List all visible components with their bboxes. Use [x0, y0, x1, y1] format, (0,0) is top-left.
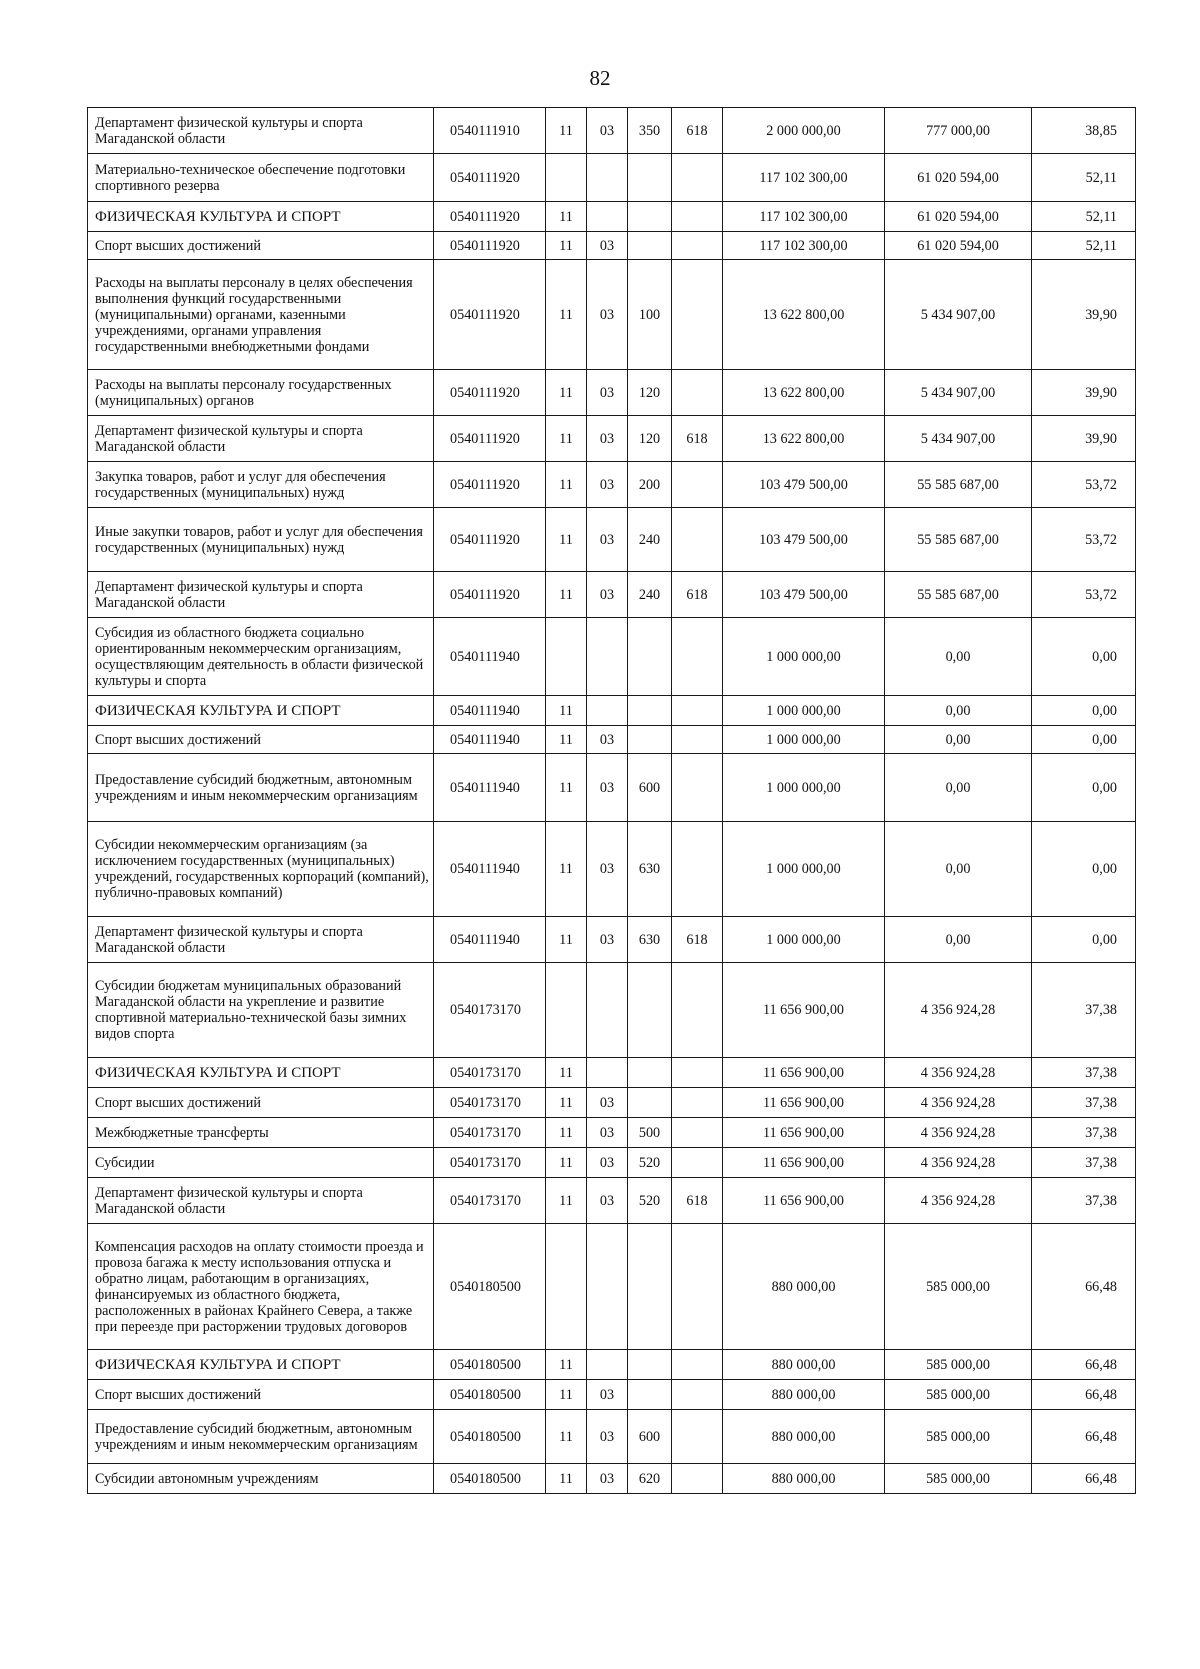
section-code-cell: 11 — [546, 1464, 587, 1494]
subsection-code-cell — [587, 1350, 628, 1380]
planned-amount-cell: 11 656 900,00 — [723, 1178, 885, 1224]
target-article-code-cell: 0540111920 — [434, 416, 546, 462]
section-code-cell: 11 — [546, 1410, 587, 1464]
table-row — [88, 416, 1136, 462]
expense-type-code-cell: 600 — [628, 754, 672, 822]
expense-type-code-cell: 200 — [628, 462, 672, 508]
administrator-code-cell — [672, 370, 723, 416]
section-code-cell: 11 — [546, 1178, 587, 1224]
section-code-cell: 11 — [546, 696, 587, 726]
actual-amount-cell: 5 434 907,00 — [885, 260, 1032, 370]
section-code-cell: 11 — [546, 917, 587, 963]
actual-amount-cell: 0,00 — [885, 696, 1032, 726]
expense-type-code-cell: 100 — [628, 260, 672, 370]
row-name-cell: ФИЗИЧЕСКАЯ КУЛЬТУРА И СПОРТ — [88, 1058, 434, 1088]
planned-amount-cell: 103 479 500,00 — [723, 462, 885, 508]
execution-percent-cell: 53,72 — [1032, 462, 1136, 508]
administrator-code-cell: 618 — [672, 1178, 723, 1224]
expense-type-code-cell: 240 — [628, 572, 672, 618]
row-name-cell: Межбюджетные трансферты — [88, 1118, 434, 1148]
subsection-code-cell: 03 — [587, 232, 628, 260]
actual-amount-cell: 55 585 687,00 — [885, 462, 1032, 508]
row-name-cell: Департамент физической культуры и спорта Магаданской области — [88, 917, 434, 963]
actual-amount-cell: 585 000,00 — [885, 1410, 1032, 1464]
actual-amount-cell: 0,00 — [885, 754, 1032, 822]
target-article-code-cell: 0540180500 — [434, 1350, 546, 1380]
administrator-code-cell — [672, 1350, 723, 1380]
planned-amount-cell: 117 102 300,00 — [723, 232, 885, 260]
execution-percent-cell: 52,11 — [1032, 232, 1136, 260]
execution-percent-cell: 0,00 — [1032, 618, 1136, 696]
subsection-code-cell — [587, 1058, 628, 1088]
section-code-cell: 11 — [546, 1148, 587, 1178]
administrator-code-cell: 618 — [672, 416, 723, 462]
row-name-cell: Субсидии некоммерческим организациям (за исключением государственных (муниципальных) учреждений, государственных корпораций (компаний), публично-правовых компаний) — [88, 822, 434, 917]
row-name-cell: ФИЗИЧЕСКАЯ КУЛЬТУРА И СПОРТ — [88, 202, 434, 232]
table-row — [88, 917, 1136, 963]
subsection-code-cell: 03 — [587, 1088, 628, 1118]
subsection-code-cell: 03 — [587, 108, 628, 154]
actual-amount-cell: 585 000,00 — [885, 1380, 1032, 1410]
table-row — [88, 1118, 1136, 1148]
row-name-cell: Материально-техническое обеспечение подготовки спортивного резерва — [88, 154, 434, 202]
section-code-cell: 11 — [546, 1350, 587, 1380]
actual-amount-cell: 0,00 — [885, 726, 1032, 754]
section-code-cell: 11 — [546, 572, 587, 618]
planned-amount-cell: 117 102 300,00 — [723, 202, 885, 232]
table-row — [88, 370, 1136, 416]
subsection-code-cell: 03 — [587, 1410, 628, 1464]
section-code-cell: 11 — [546, 370, 587, 416]
table-row — [88, 822, 1136, 917]
table-row — [88, 1380, 1136, 1410]
target-article-code-cell: 0540111920 — [434, 232, 546, 260]
administrator-code-cell — [672, 154, 723, 202]
subsection-code-cell: 03 — [587, 462, 628, 508]
actual-amount-cell: 0,00 — [885, 822, 1032, 917]
row-name-cell: Расходы на выплаты персоналу государственных (муниципальных) органов — [88, 370, 434, 416]
row-name-cell: Предоставление субсидий бюджетным, автономным учреждениям и иным некоммерческим организациям — [88, 1410, 434, 1464]
actual-amount-cell: 4 356 924,28 — [885, 1088, 1032, 1118]
row-name-cell: Спорт высших достижений — [88, 1088, 434, 1118]
execution-percent-cell: 66,48 — [1032, 1380, 1136, 1410]
planned-amount-cell: 880 000,00 — [723, 1350, 885, 1380]
target-article-code-cell: 0540111940 — [434, 726, 546, 754]
planned-amount-cell: 1 000 000,00 — [723, 754, 885, 822]
planned-amount-cell: 2 000 000,00 — [723, 108, 885, 154]
expense-type-code-cell: 630 — [628, 822, 672, 917]
table-row — [88, 1088, 1136, 1118]
row-name-cell: Иные закупки товаров, работ и услуг для обеспечения государственных (муниципальных) нужд — [88, 508, 434, 572]
target-article-code-cell: 0540173170 — [434, 1118, 546, 1148]
target-article-code-cell: 0540173170 — [434, 963, 546, 1058]
table-row — [88, 963, 1136, 1058]
target-article-code-cell: 0540180500 — [434, 1464, 546, 1494]
planned-amount-cell: 1 000 000,00 — [723, 917, 885, 963]
row-name-cell: Субсидия из областного бюджета социально ориентированным некоммерческим организациям, осуществляющим деятельность в области физической культуры и спорта — [88, 618, 434, 696]
administrator-code-cell — [672, 963, 723, 1058]
expense-type-code-cell — [628, 232, 672, 260]
planned-amount-cell: 880 000,00 — [723, 1464, 885, 1494]
subsection-code-cell: 03 — [587, 416, 628, 462]
execution-percent-cell: 52,11 — [1032, 202, 1136, 232]
row-name-cell: Субсидии автономным учреждениям — [88, 1464, 434, 1494]
section-code-cell: 11 — [546, 726, 587, 754]
table-row — [88, 1178, 1136, 1224]
page-number: 82 — [589, 66, 611, 90]
expense-type-code-cell — [628, 1224, 672, 1350]
planned-amount-cell: 11 656 900,00 — [723, 1088, 885, 1118]
planned-amount-cell: 13 622 800,00 — [723, 260, 885, 370]
expense-type-code-cell — [628, 1350, 672, 1380]
execution-percent-cell: 37,38 — [1032, 1178, 1136, 1224]
target-article-code-cell: 0540111920 — [434, 508, 546, 572]
table-row — [88, 202, 1136, 232]
execution-percent-cell: 53,72 — [1032, 508, 1136, 572]
row-name-cell: Предоставление субсидий бюджетным, автономным учреждениям и иным некоммерческим организациям — [88, 754, 434, 822]
table-row — [88, 508, 1136, 572]
row-name-cell: Департамент физической культуры и спорта Магаданской области — [88, 572, 434, 618]
execution-percent-cell: 38,85 — [1032, 108, 1136, 154]
expense-type-code-cell: 620 — [628, 1464, 672, 1494]
target-article-code-cell: 0540111940 — [434, 754, 546, 822]
planned-amount-cell: 1 000 000,00 — [723, 696, 885, 726]
expense-type-code-cell: 600 — [628, 1410, 672, 1464]
administrator-code-cell — [672, 508, 723, 572]
actual-amount-cell: 777 000,00 — [885, 108, 1032, 154]
section-code-cell: 11 — [546, 822, 587, 917]
planned-amount-cell: 13 622 800,00 — [723, 416, 885, 462]
execution-percent-cell: 39,90 — [1032, 416, 1136, 462]
section-code-cell: 11 — [546, 1088, 587, 1118]
subsection-code-cell: 03 — [587, 572, 628, 618]
target-article-code-cell: 0540111940 — [434, 822, 546, 917]
expense-type-code-cell: 240 — [628, 508, 672, 572]
expense-type-code-cell — [628, 726, 672, 754]
table-row — [88, 108, 1136, 154]
execution-percent-cell: 53,72 — [1032, 572, 1136, 618]
actual-amount-cell: 585 000,00 — [885, 1464, 1032, 1494]
administrator-code-cell — [672, 1148, 723, 1178]
planned-amount-cell: 880 000,00 — [723, 1224, 885, 1350]
table-row — [88, 1464, 1136, 1494]
target-article-code-cell: 0540173170 — [434, 1178, 546, 1224]
table-row — [88, 618, 1136, 696]
expense-type-code-cell: 120 — [628, 370, 672, 416]
expense-type-code-cell — [628, 154, 672, 202]
actual-amount-cell: 55 585 687,00 — [885, 572, 1032, 618]
section-code-cell — [546, 618, 587, 696]
table-row — [88, 1224, 1136, 1350]
table-row — [88, 1148, 1136, 1178]
planned-amount-cell: 1 000 000,00 — [723, 618, 885, 696]
planned-amount-cell: 11 656 900,00 — [723, 1118, 885, 1148]
actual-amount-cell: 585 000,00 — [885, 1350, 1032, 1380]
table-row — [88, 572, 1136, 618]
target-article-code-cell: 0540111920 — [434, 202, 546, 232]
administrator-code-cell — [672, 1380, 723, 1410]
subsection-code-cell — [587, 1224, 628, 1350]
administrator-code-cell — [672, 696, 723, 726]
subsection-code-cell — [587, 618, 628, 696]
execution-percent-cell: 0,00 — [1032, 917, 1136, 963]
row-name-cell: Компенсация расходов на оплату стоимости проезда и провоза багажа к месту использования отпуска и обратно лицам, работающим в организациях, финансируемых из областного бюджета, расположенных в районах Крайнего Севера, а также при переезде при расторжении трудовых договоров — [88, 1224, 434, 1350]
section-code-cell: 11 — [546, 1380, 587, 1410]
administrator-code-cell — [672, 754, 723, 822]
target-article-code-cell: 0540111920 — [434, 260, 546, 370]
planned-amount-cell: 13 622 800,00 — [723, 370, 885, 416]
table-row — [88, 154, 1136, 202]
table-row — [88, 1350, 1136, 1380]
row-name-cell: ФИЗИЧЕСКАЯ КУЛЬТУРА И СПОРТ — [88, 696, 434, 726]
section-code-cell: 11 — [546, 232, 587, 260]
actual-amount-cell: 4 356 924,28 — [885, 1118, 1032, 1148]
section-code-cell: 11 — [546, 416, 587, 462]
actual-amount-cell: 4 356 924,28 — [885, 963, 1032, 1058]
subsection-code-cell: 03 — [587, 822, 628, 917]
planned-amount-cell: 1 000 000,00 — [723, 822, 885, 917]
table-row — [88, 1410, 1136, 1464]
execution-percent-cell: 66,48 — [1032, 1224, 1136, 1350]
row-name-cell: Спорт высших достижений — [88, 1380, 434, 1410]
subsection-code-cell: 03 — [587, 1148, 628, 1178]
actual-amount-cell: 5 434 907,00 — [885, 416, 1032, 462]
target-article-code-cell: 0540111920 — [434, 462, 546, 508]
administrator-code-cell — [672, 822, 723, 917]
section-code-cell: 11 — [546, 508, 587, 572]
administrator-code-cell — [672, 726, 723, 754]
target-article-code-cell: 0540180500 — [434, 1380, 546, 1410]
administrator-code-cell — [672, 232, 723, 260]
table-body — [88, 108, 1136, 1494]
planned-amount-cell: 880 000,00 — [723, 1410, 885, 1464]
target-article-code-cell: 0540180500 — [434, 1224, 546, 1350]
actual-amount-cell: 61 020 594,00 — [885, 232, 1032, 260]
subsection-code-cell: 03 — [587, 1118, 628, 1148]
section-code-cell: 11 — [546, 260, 587, 370]
expense-type-code-cell: 350 — [628, 108, 672, 154]
expense-type-code-cell — [628, 1380, 672, 1410]
administrator-code-cell: 618 — [672, 572, 723, 618]
actual-amount-cell: 5 434 907,00 — [885, 370, 1032, 416]
planned-amount-cell: 1 000 000,00 — [723, 726, 885, 754]
administrator-code-cell — [672, 1088, 723, 1118]
administrator-code-cell — [672, 462, 723, 508]
subsection-code-cell: 03 — [587, 370, 628, 416]
expense-type-code-cell: 520 — [628, 1178, 672, 1224]
row-name-cell: Субсидии бюджетам муниципальных образований Магаданской области на укрепление и развитие спортивной материально-технической базы зимних видов спорта — [88, 963, 434, 1058]
subsection-code-cell: 03 — [587, 726, 628, 754]
administrator-code-cell — [672, 1410, 723, 1464]
target-article-code-cell: 0540111920 — [434, 154, 546, 202]
expense-type-code-cell: 500 — [628, 1118, 672, 1148]
execution-percent-cell: 66,48 — [1032, 1410, 1136, 1464]
administrator-code-cell — [672, 618, 723, 696]
row-name-cell: Департамент физической культуры и спорта Магаданской области — [88, 416, 434, 462]
target-article-code-cell: 0540111910 — [434, 108, 546, 154]
actual-amount-cell: 0,00 — [885, 618, 1032, 696]
subsection-code-cell — [587, 696, 628, 726]
administrator-code-cell — [672, 1118, 723, 1148]
table-row — [88, 462, 1136, 508]
execution-percent-cell: 39,90 — [1032, 260, 1136, 370]
target-article-code-cell: 0540173170 — [434, 1088, 546, 1118]
actual-amount-cell: 61 020 594,00 — [885, 154, 1032, 202]
section-code-cell: 11 — [546, 108, 587, 154]
section-code-cell: 11 — [546, 1118, 587, 1148]
execution-percent-cell: 37,38 — [1032, 1088, 1136, 1118]
subsection-code-cell: 03 — [587, 260, 628, 370]
subsection-code-cell: 03 — [587, 508, 628, 572]
planned-amount-cell: 11 656 900,00 — [723, 963, 885, 1058]
execution-percent-cell: 0,00 — [1032, 754, 1136, 822]
subsection-code-cell — [587, 963, 628, 1058]
planned-amount-cell: 103 479 500,00 — [723, 508, 885, 572]
target-article-code-cell: 0540111920 — [434, 572, 546, 618]
actual-amount-cell: 0,00 — [885, 917, 1032, 963]
target-article-code-cell: 0540173170 — [434, 1058, 546, 1088]
expense-type-code-cell — [628, 1058, 672, 1088]
expense-type-code-cell: 120 — [628, 416, 672, 462]
expense-type-code-cell: 630 — [628, 917, 672, 963]
section-code-cell: 11 — [546, 202, 587, 232]
table-row — [88, 232, 1136, 260]
expense-type-code-cell — [628, 963, 672, 1058]
actual-amount-cell: 585 000,00 — [885, 1224, 1032, 1350]
budget-table — [87, 107, 1136, 1494]
target-article-code-cell: 0540111940 — [434, 618, 546, 696]
table-row — [88, 754, 1136, 822]
administrator-code-cell — [672, 202, 723, 232]
subsection-code-cell: 03 — [587, 754, 628, 822]
row-name-cell: Департамент физической культуры и спорта Магаданской области — [88, 1178, 434, 1224]
execution-percent-cell: 66,48 — [1032, 1464, 1136, 1494]
administrator-code-cell — [672, 1464, 723, 1494]
planned-amount-cell: 880 000,00 — [723, 1380, 885, 1410]
section-code-cell — [546, 154, 587, 202]
target-article-code-cell: 0540111920 — [434, 370, 546, 416]
row-name-cell: Закупка товаров, работ и услуг для обеспечения государственных (муниципальных) нужд — [88, 462, 434, 508]
table-row — [88, 726, 1136, 754]
execution-percent-cell: 37,38 — [1032, 1118, 1136, 1148]
subsection-code-cell: 03 — [587, 917, 628, 963]
expense-type-code-cell: 520 — [628, 1148, 672, 1178]
expense-type-code-cell — [628, 696, 672, 726]
table-row — [88, 696, 1136, 726]
planned-amount-cell: 117 102 300,00 — [723, 154, 885, 202]
execution-percent-cell: 52,11 — [1032, 154, 1136, 202]
section-code-cell: 11 — [546, 462, 587, 508]
row-name-cell: Расходы на выплаты персоналу в целях обеспечения выполнения функций государственными (муниципальными) органами, казенными учреждениями, органами управления государственными внебюджетными фондами — [88, 260, 434, 370]
subsection-code-cell — [587, 154, 628, 202]
section-code-cell — [546, 963, 587, 1058]
administrator-code-cell — [672, 1224, 723, 1350]
execution-percent-cell: 0,00 — [1032, 822, 1136, 917]
administrator-code-cell: 618 — [672, 917, 723, 963]
planned-amount-cell: 11 656 900,00 — [723, 1058, 885, 1088]
administrator-code-cell — [672, 260, 723, 370]
execution-percent-cell: 39,90 — [1032, 370, 1136, 416]
administrator-code-cell: 618 — [672, 108, 723, 154]
row-name-cell: Спорт высших достижений — [88, 232, 434, 260]
table-row — [88, 1058, 1136, 1088]
execution-percent-cell: 0,00 — [1032, 696, 1136, 726]
subsection-code-cell — [587, 202, 628, 232]
expense-type-code-cell — [628, 202, 672, 232]
actual-amount-cell: 4 356 924,28 — [885, 1148, 1032, 1178]
row-name-cell: ФИЗИЧЕСКАЯ КУЛЬТУРА И СПОРТ — [88, 1350, 434, 1380]
row-name-cell: Департамент физической культуры и спорта Магаданской области — [88, 108, 434, 154]
subsection-code-cell: 03 — [587, 1380, 628, 1410]
target-article-code-cell: 0540111940 — [434, 696, 546, 726]
section-code-cell: 11 — [546, 754, 587, 822]
target-article-code-cell: 0540180500 — [434, 1410, 546, 1464]
actual-amount-cell: 4 356 924,28 — [885, 1058, 1032, 1088]
actual-amount-cell: 61 020 594,00 — [885, 202, 1032, 232]
execution-percent-cell: 0,00 — [1032, 726, 1136, 754]
actual-amount-cell: 4 356 924,28 — [885, 1178, 1032, 1224]
execution-percent-cell: 66,48 — [1032, 1350, 1136, 1380]
subsection-code-cell: 03 — [587, 1464, 628, 1494]
planned-amount-cell: 103 479 500,00 — [723, 572, 885, 618]
row-name-cell: Спорт высших достижений — [88, 726, 434, 754]
execution-percent-cell: 37,38 — [1032, 1058, 1136, 1088]
expense-type-code-cell — [628, 618, 672, 696]
execution-percent-cell: 37,38 — [1032, 1148, 1136, 1178]
section-code-cell: 11 — [546, 1058, 587, 1088]
table-row — [88, 260, 1136, 370]
actual-amount-cell: 55 585 687,00 — [885, 508, 1032, 572]
planned-amount-cell: 11 656 900,00 — [723, 1148, 885, 1178]
section-code-cell — [546, 1224, 587, 1350]
execution-percent-cell: 37,38 — [1032, 963, 1136, 1058]
subsection-code-cell: 03 — [587, 1178, 628, 1224]
target-article-code-cell: 0540111940 — [434, 917, 546, 963]
target-article-code-cell: 0540173170 — [434, 1148, 546, 1178]
administrator-code-cell — [672, 1058, 723, 1088]
row-name-cell: Субсидии — [88, 1148, 434, 1178]
expense-type-code-cell — [628, 1088, 672, 1118]
